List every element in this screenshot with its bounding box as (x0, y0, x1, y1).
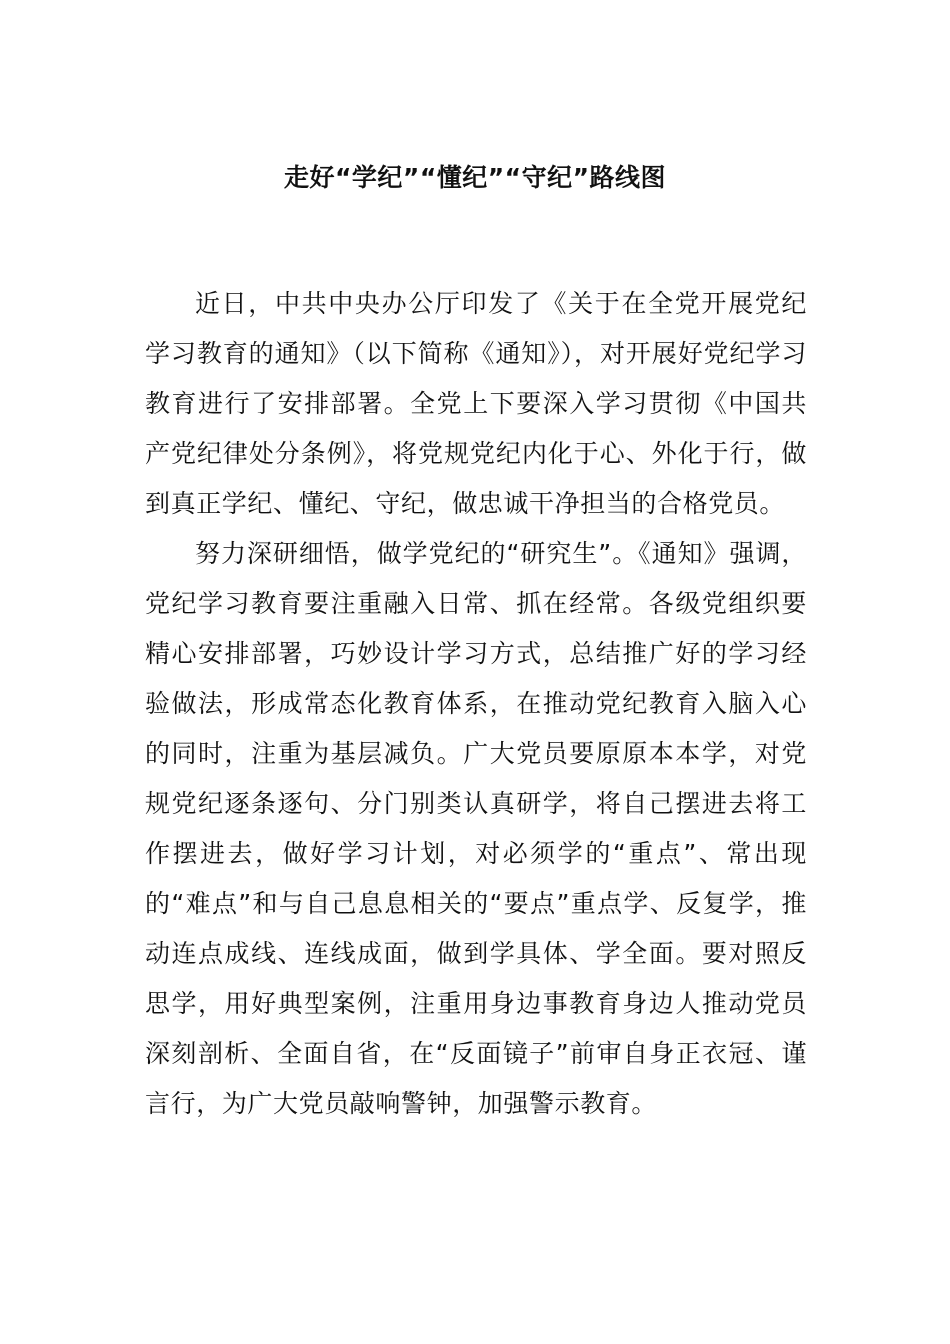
document-title: 走好“学纪”“懂纪”“守纪”路线图 (283, 163, 667, 192)
document-body (145, 279, 807, 1129)
paragraph-2: 努力深研细悟，做学党纪的“研究生”。《通知》强调，党纪学习教育要注重融入日常、抓在经常。各级党组织要精心安排部署，巧妙设计学习方式，总结推广好的学习经验做法，形成常态化教育体系，在推动党纪教育入脑入心的同时，注重为基层减负。广大党员要原原本本学，对党规党纪逐条逐句、分门别类认真研学，将自己摆进去将工作摆进去，做好学习计划，对必须学的“重点”、常出现的“难点”和与自己息息相关的“要点”重点学、反复学，推动连点成线、连线成面，做到学具体、学全面。要对照反思学，用好典型案例，注重用身边事教育身边人推动党员深刻剖析、全面自省，在“反面镜子”前审自身正衣冠、谨言行，为广大党员敲响警钟，加强警示教育。 (145, 539, 807, 1118)
paragraph-1: 近日，中共中央办公厅印发了《关于在全党开展党纪学习教育的通知》（以下简称《通知》），对开展好党纪学习教育进行了安排部署。全党上下要深入学习贯彻《中国共产党纪律处分条例》，将党规党纪内化于心、外化于行，做到真正学纪、懂纪、守纪，做忠诚干净担当的合格党员。 (145, 289, 807, 518)
